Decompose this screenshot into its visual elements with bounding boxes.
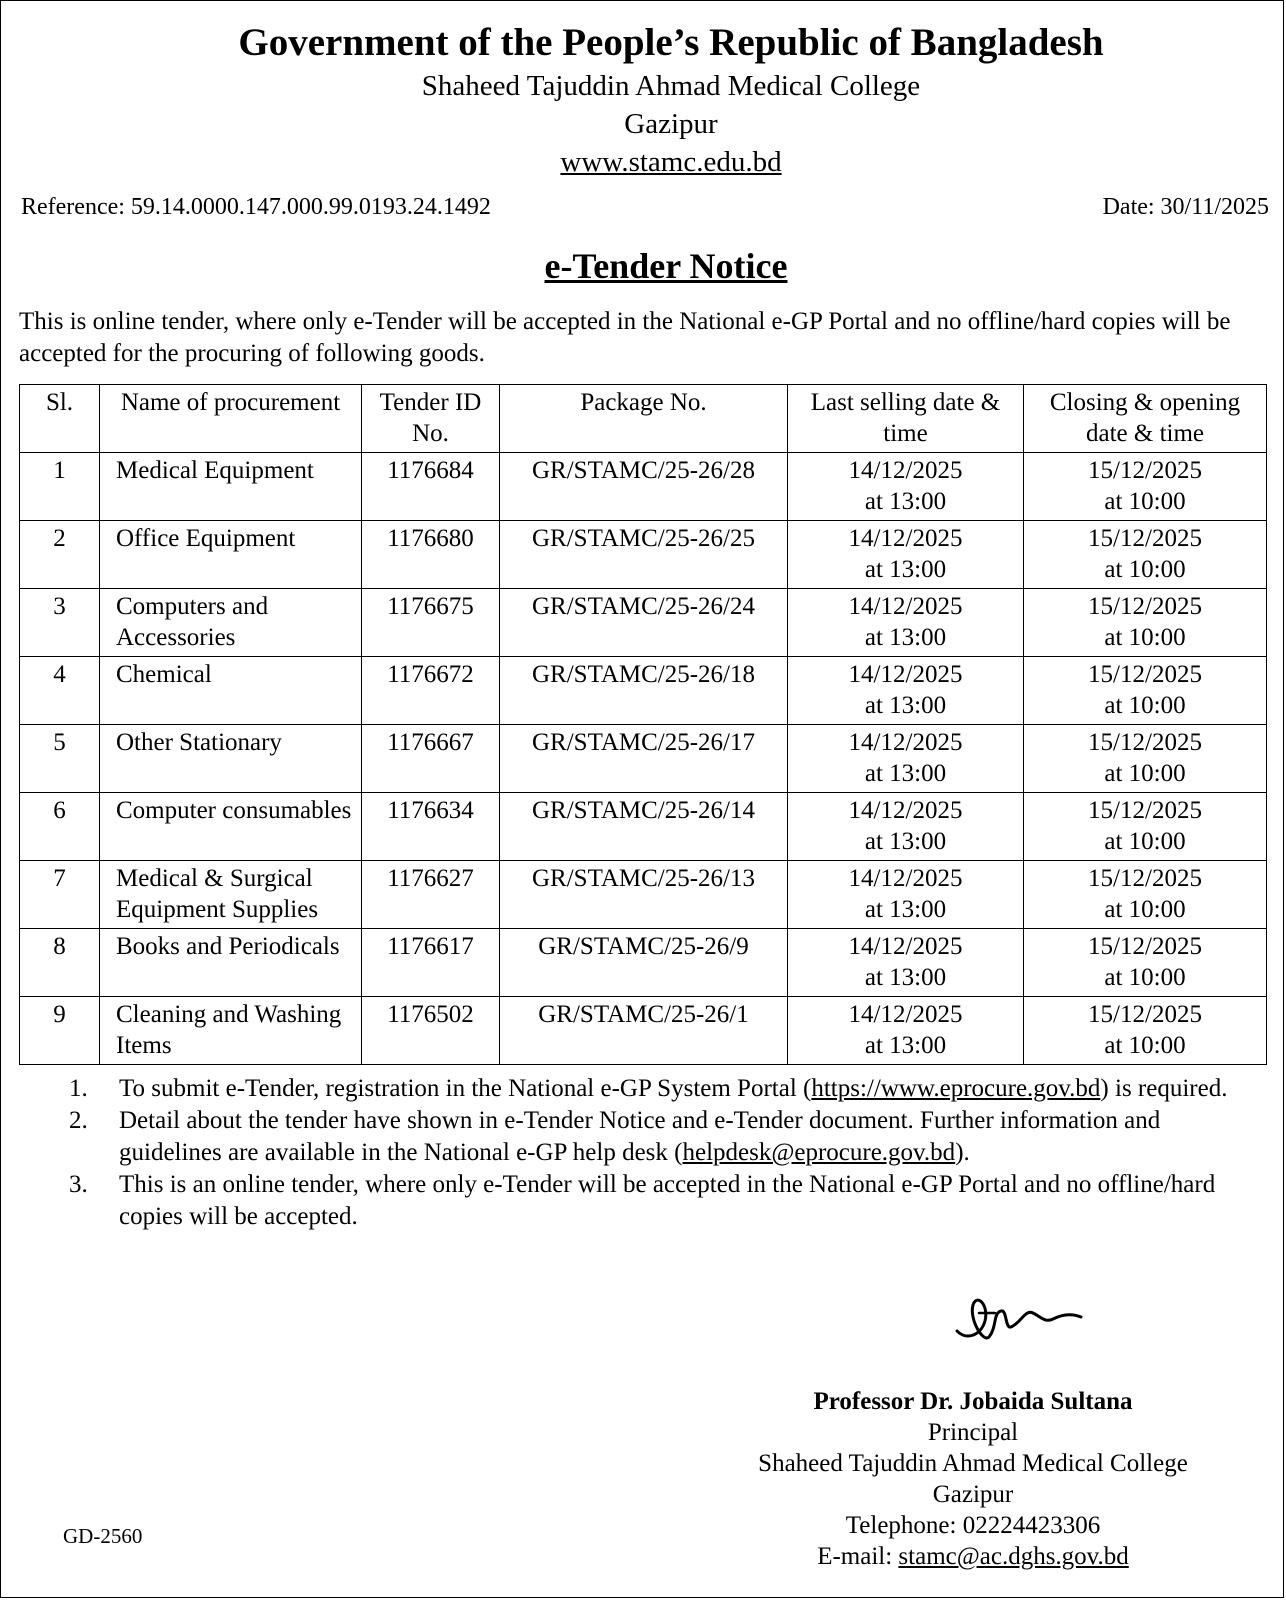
cell-last-selling	[788, 997, 1024, 1065]
cell-sl-text: 8	[53, 933, 66, 960]
cell-sl-text: 4	[53, 661, 66, 688]
cell-sl	[20, 861, 100, 929]
cell-sl-text: 3	[53, 593, 66, 620]
cell-procurement-name	[100, 929, 362, 997]
cell-closing-opening-text: at 10:00	[1104, 692, 1186, 719]
cell-last-selling	[788, 453, 1024, 521]
cell-package-no-text: GR/STAMC/25-26/9	[538, 933, 749, 960]
cell-package-no	[500, 521, 788, 589]
cell-last-selling	[788, 861, 1024, 929]
note-number: 2.	[69, 1107, 88, 1134]
signatory-college: Shaheed Tajuddin Ahmad Medical College	[758, 1450, 1188, 1477]
cell-last-selling-text: 14/12/2025	[848, 865, 963, 892]
cell-tender-id-text: 1176502	[387, 1001, 474, 1028]
cell-sl	[20, 589, 100, 657]
note-text: Detail about the tender have shown in e-Tender Notice and e-Tender document. Further information and guidelines are available in the National e-GP help desk (	[119, 1107, 1161, 1166]
reference-number: Reference: 59.14.0000.147.000.99.0193.24.1492	[21, 194, 491, 220]
cell-closing-opening-text: 15/12/2025	[1088, 1001, 1202, 1028]
cell-closing-opening	[1024, 793, 1267, 861]
cell-sl	[20, 997, 100, 1065]
notes-list	[41, 1073, 1249, 1233]
cell-sl	[20, 521, 100, 589]
cell-tender-id-text: 1176634	[387, 797, 474, 824]
cell-closing-opening-text: at 10:00	[1104, 488, 1186, 515]
table-header-row	[20, 385, 1267, 453]
header-closing: Closing & opening date & time	[1024, 385, 1267, 453]
cell-closing-opening	[1024, 929, 1267, 997]
cell-last-selling-text: 14/12/2025	[848, 933, 963, 960]
cell-package-no-text: GR/STAMC/25-26/24	[531, 593, 756, 620]
cell-last-selling-text: 14/12/2025	[848, 593, 963, 620]
note-text-end: ).	[955, 1139, 970, 1166]
cell-sl-text: 2	[53, 525, 66, 552]
cell-procurement-name-text: Medical & Surgical Equipment Supplies	[116, 865, 319, 923]
cell-closing-opening-text: at 10:00	[1104, 1032, 1186, 1059]
note-number: 1.	[69, 1075, 88, 1102]
cell-tender-id	[362, 997, 500, 1065]
cell-closing-opening-text: 15/12/2025	[1088, 729, 1202, 756]
cell-tender-id-text: 1176684	[387, 457, 474, 484]
cell-sl-text: 9	[53, 1001, 66, 1028]
cell-procurement-name	[100, 725, 362, 793]
note-text: This is an online tender, where only e-Tender will be accepted in the National e-GP Portal and no offline/hard copies will be accepted.	[119, 1171, 1216, 1230]
cell-last-selling-text: 14/12/2025	[848, 525, 963, 552]
table-row	[20, 861, 1267, 929]
cell-last-selling-text: 14/12/2025	[848, 1001, 963, 1028]
signature-image	[949, 1283, 1089, 1353]
note-item	[41, 1073, 1249, 1105]
cell-tender-id-text: 1176617	[387, 933, 474, 960]
cell-procurement-name	[100, 861, 362, 929]
cell-procurement-name-text: Books and Periodicals	[116, 933, 340, 960]
cell-procurement-name-text: Cleaning and Washing Items	[116, 1001, 342, 1059]
cell-procurement-name	[100, 521, 362, 589]
cell-tender-id	[362, 521, 500, 589]
cell-procurement-name	[100, 589, 362, 657]
table-row	[20, 657, 1267, 725]
cell-closing-opening	[1024, 997, 1267, 1065]
cell-tender-id-text: 1176680	[387, 525, 474, 552]
cell-tender-id	[362, 657, 500, 725]
cell-closing-opening	[1024, 657, 1267, 725]
header-last-selling: Last selling date & time	[788, 385, 1024, 453]
header-package: Package No.	[500, 385, 788, 453]
cell-tender-id-text: 1176627	[387, 865, 474, 892]
cell-package-no	[500, 725, 788, 793]
cell-procurement-name-text: Chemical	[116, 661, 212, 688]
cell-last-selling-text: at 13:00	[864, 488, 947, 515]
signature-block	[701, 1386, 1245, 1572]
cell-sl-text: 7	[53, 865, 66, 892]
footer-code: GD-2560	[63, 1524, 143, 1548]
cell-tender-id	[362, 453, 500, 521]
cell-closing-opening-text: at 10:00	[1104, 964, 1186, 991]
cell-closing-opening-text: 15/12/2025	[1088, 525, 1202, 552]
cell-last-selling-text: at 13:00	[864, 964, 947, 991]
cell-package-no-text: GR/STAMC/25-26/17	[531, 729, 756, 756]
cell-closing-opening	[1024, 453, 1267, 521]
note-item	[41, 1105, 1249, 1169]
cell-package-no-text: GR/STAMC/25-26/18	[531, 661, 756, 688]
cell-last-selling	[788, 589, 1024, 657]
cell-procurement-name	[100, 453, 362, 521]
cell-package-no-text: GR/STAMC/25-26/1	[538, 1001, 749, 1028]
signatory-name: Professor Dr. Jobaida Sultana	[813, 1388, 1133, 1415]
cell-closing-opening-text: at 10:00	[1104, 828, 1186, 855]
header-name: Name of procurement	[100, 385, 362, 453]
cell-tender-id	[362, 793, 500, 861]
signatory-email-line	[701, 1541, 1245, 1572]
cell-package-no	[500, 929, 788, 997]
cell-sl	[20, 725, 100, 793]
cell-package-no	[500, 997, 788, 1065]
cell-sl	[20, 657, 100, 725]
cell-closing-opening	[1024, 521, 1267, 589]
cell-tender-id	[362, 589, 500, 657]
cell-tender-id	[362, 929, 500, 997]
cell-package-no-text: GR/STAMC/25-26/14	[531, 797, 756, 824]
cell-closing-opening	[1024, 861, 1267, 929]
cell-package-no-text: GR/STAMC/25-26/28	[531, 457, 756, 484]
tender-table	[19, 384, 1267, 1065]
college-city: Gazipur	[624, 108, 718, 140]
table-row	[20, 521, 1267, 589]
cell-tender-id	[362, 861, 500, 929]
cell-sl	[20, 793, 100, 861]
note-link[interactable]: https://www.eprocure.gov.bd	[811, 1075, 1101, 1102]
cell-package-no	[500, 589, 788, 657]
cell-procurement-name	[100, 657, 362, 725]
cell-last-selling-text: at 13:00	[864, 896, 947, 923]
cell-closing-opening-text: at 10:00	[1104, 556, 1186, 583]
cell-tender-id-text: 1176667	[387, 729, 474, 756]
cell-package-no-text: GR/STAMC/25-26/25	[531, 525, 756, 552]
cell-last-selling-text: 14/12/2025	[848, 797, 963, 824]
cell-closing-opening-text: 15/12/2025	[1088, 933, 1202, 960]
table-row	[20, 929, 1267, 997]
cell-sl	[20, 453, 100, 521]
header-sl: Sl.	[20, 385, 100, 453]
cell-procurement-name-text: Other Stationary	[116, 729, 282, 756]
cell-last-selling-text: 14/12/2025	[848, 457, 963, 484]
signatory-city: Gazipur	[932, 1481, 1014, 1508]
cell-closing-opening-text: at 10:00	[1104, 624, 1186, 651]
college-name: Shaheed Tajuddin Ahmad Medical College	[421, 70, 921, 102]
cell-tender-id-text: 1176675	[387, 593, 474, 620]
cell-closing-opening-text: 15/12/2025	[1088, 797, 1202, 824]
cell-sl-text: 6	[53, 797, 66, 824]
cell-procurement-name	[100, 793, 362, 861]
cell-sl-text: 5	[53, 729, 66, 756]
note-number: 3.	[69, 1171, 88, 1198]
table-row	[20, 793, 1267, 861]
cell-closing-opening-text: at 10:00	[1104, 896, 1186, 923]
table-body	[20, 453, 1267, 1065]
cell-package-no	[500, 793, 788, 861]
table-row	[20, 725, 1267, 793]
cell-last-selling-text: at 13:00	[864, 1032, 947, 1059]
table-row	[20, 589, 1267, 657]
cell-procurement-name-text: Computers and Accessories	[116, 593, 269, 651]
signatory-telephone: Telephone: 02224423306	[845, 1512, 1101, 1539]
cell-closing-opening-text: 15/12/2025	[1088, 865, 1202, 892]
government-title: Government of the People’s Republic of Bangladesh	[238, 21, 1104, 64]
cell-procurement-name	[100, 997, 362, 1065]
cell-last-selling-text: at 13:00	[864, 828, 947, 855]
cell-closing-opening-text: 15/12/2025	[1088, 661, 1202, 688]
cell-last-selling	[788, 929, 1024, 997]
note-text-end: ) is required.	[1100, 1075, 1228, 1102]
cell-last-selling	[788, 725, 1024, 793]
cell-last-selling	[788, 793, 1024, 861]
cell-closing-opening-text: 15/12/2025	[1088, 457, 1202, 484]
cell-tender-id-text: 1176672	[387, 661, 474, 688]
cell-last-selling-text: at 13:00	[864, 624, 947, 651]
cell-last-selling-text: 14/12/2025	[848, 661, 963, 688]
cell-last-selling-text: at 13:00	[864, 692, 947, 719]
cell-package-no	[500, 657, 788, 725]
cell-last-selling-text: 14/12/2025	[848, 729, 963, 756]
cell-tender-id	[362, 725, 500, 793]
notice-date: Date: 30/11/2025	[1102, 194, 1269, 220]
note-item	[41, 1169, 1249, 1233]
cell-closing-opening	[1024, 589, 1267, 657]
letterhead	[1, 19, 1283, 181]
cell-package-no	[500, 861, 788, 929]
email-label: E-mail:	[817, 1543, 899, 1570]
cell-sl	[20, 929, 100, 997]
table-row	[20, 997, 1267, 1065]
cell-last-selling-text: at 13:00	[864, 556, 947, 583]
note-link[interactable]: helpdesk@eprocure.gov.bd	[682, 1139, 956, 1166]
cell-last-selling	[788, 657, 1024, 725]
website-link[interactable]: www.stamc.edu.bd	[560, 146, 782, 178]
table-row	[20, 453, 1267, 521]
note-text: To submit e-Tender, registration in the National e-GP System Portal (	[119, 1075, 812, 1102]
cell-closing-opening	[1024, 725, 1267, 793]
cell-procurement-name-text: Computer consumables	[116, 797, 352, 824]
notice-title: e-Tender Notice	[544, 246, 788, 286]
cell-closing-opening-text: 15/12/2025	[1088, 593, 1202, 620]
cell-package-no-text: GR/STAMC/25-26/13	[531, 865, 756, 892]
signatory-designation: Principal	[927, 1419, 1019, 1446]
intro-paragraph: This is online tender, where only e-Tender will be accepted in the National e-GP Portal and no offline/hard copies will be accepted for the procuring of following goods.	[19, 308, 1231, 367]
cell-sl-text: 1	[53, 457, 66, 484]
cell-procurement-name-text: Office Equipment	[116, 525, 296, 552]
cell-procurement-name-text: Medical Equipment	[116, 457, 314, 484]
email-link[interactable]: stamc@ac.dghs.gov.bd	[898, 1543, 1129, 1570]
cell-last-selling	[788, 521, 1024, 589]
header-tender-id: Tender ID No.	[362, 385, 500, 453]
cell-package-no	[500, 453, 788, 521]
cell-closing-opening-text: at 10:00	[1104, 760, 1186, 787]
cell-last-selling-text: at 13:00	[864, 760, 947, 787]
